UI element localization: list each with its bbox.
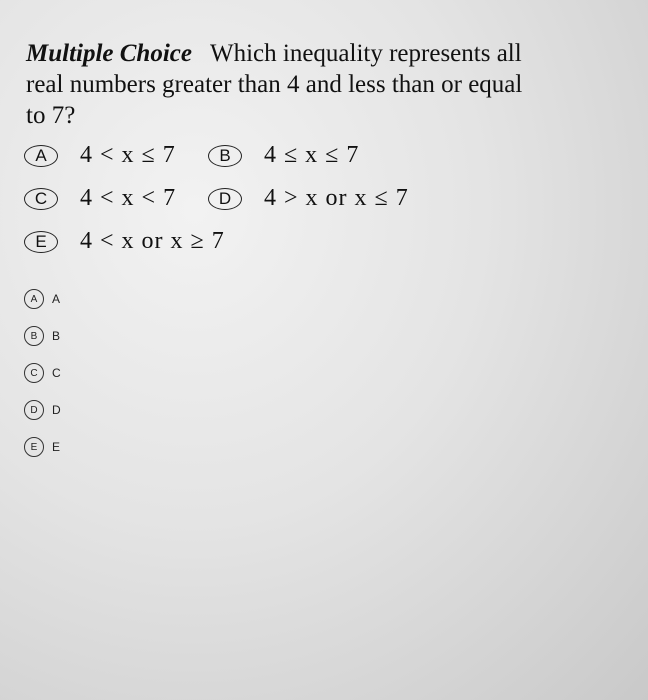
- radio-d[interactable]: D: [24, 400, 44, 420]
- option-c: [24, 185, 176, 212]
- answer-choice-d[interactable]: [24, 399, 61, 421]
- answer-label-e: E: [52, 440, 61, 454]
- option-d-expression: 4 > x or x ≤ 7: [264, 185, 409, 211]
- option-a-expression: 4 < x ≤ 7: [80, 142, 176, 168]
- answer-label-a: A: [52, 292, 61, 306]
- option-e-expression: 4 < x or x ≥ 7: [80, 228, 225, 254]
- option-c-expression: 4 < x < 7: [80, 185, 177, 211]
- answer-choice-a[interactable]: [24, 288, 61, 310]
- radio-c[interactable]: C: [24, 363, 44, 383]
- answer-choice-b[interactable]: [24, 325, 61, 347]
- answer-label-c: C: [52, 366, 61, 380]
- radio-a[interactable]: A: [24, 289, 44, 309]
- radio-e[interactable]: E: [24, 437, 44, 457]
- answer-label-b: B: [52, 329, 61, 343]
- option-b-letter: B: [208, 145, 242, 167]
- option-d: [208, 185, 409, 212]
- option-b: [208, 142, 359, 169]
- option-e-letter: E: [24, 231, 58, 253]
- answer-choice-e[interactable]: [24, 436, 61, 458]
- answer-label-d: D: [52, 403, 61, 417]
- question-prompt: [26, 38, 546, 131]
- question-text: Which inequality represents all real numbers greater than 4 and less than or equal to 7?: [26, 40, 523, 129]
- radio-b[interactable]: B: [24, 326, 44, 346]
- option-a-letter: A: [24, 145, 58, 167]
- option-a: [24, 142, 176, 169]
- option-c-letter: C: [24, 188, 58, 210]
- answer-choices: [24, 288, 61, 473]
- answer-choice-c[interactable]: [24, 362, 61, 384]
- question-heading: Multiple Choice: [26, 40, 192, 67]
- option-b-expression: 4 ≤ x ≤ 7: [264, 142, 360, 168]
- option-d-letter: D: [208, 188, 242, 210]
- option-e: [24, 228, 225, 255]
